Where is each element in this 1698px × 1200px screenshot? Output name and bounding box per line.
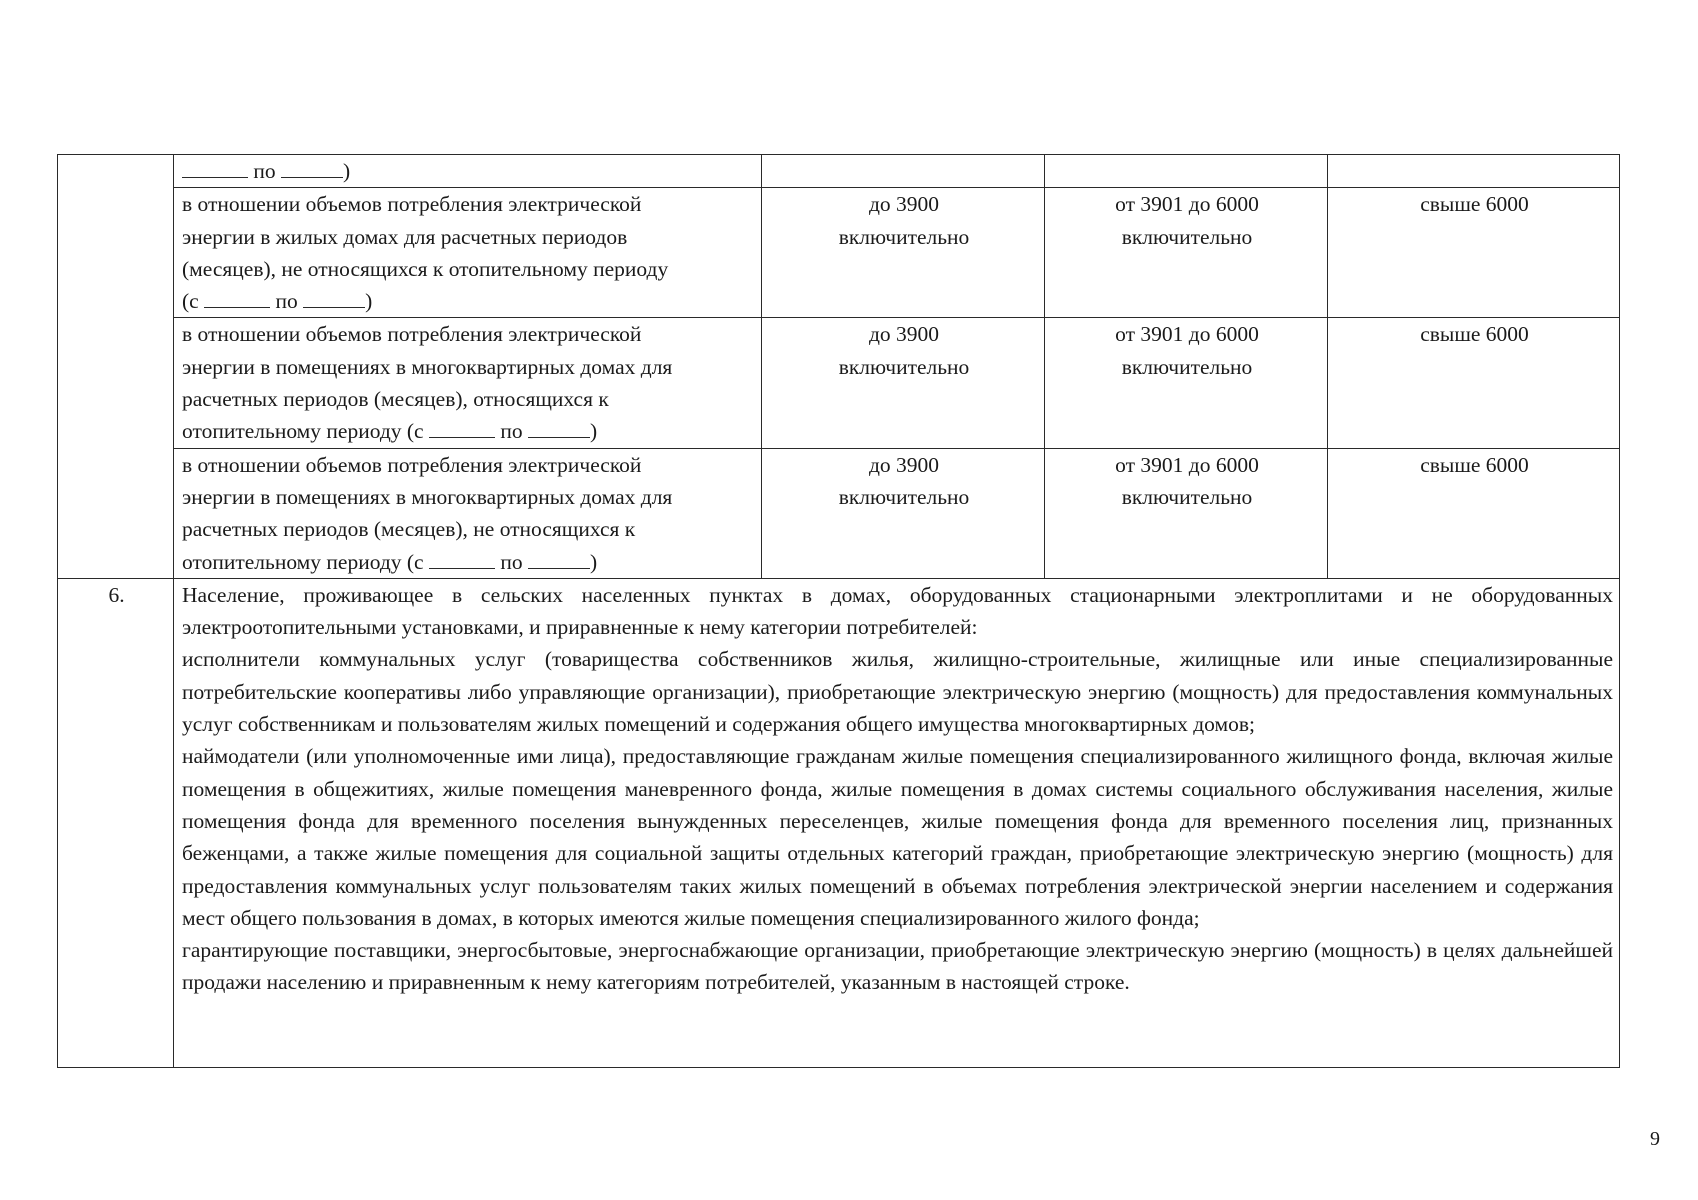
category-paragraph: наймодатели (или уполномоченные ими лица), предоставляющие гражданам жилые помещения специализированного жилищного фонда, включая жилые помещения в общежитиях, жилые помещения маневренного фонда, жилые помещения в домах системы социального обслуживания населения, жилые помещения фонда для временного поселения вынужденных переселенцев, жилые помещения фонда для временного поселения лиц, признанных беженцами, а также жилые помещения для социальной защиты отдельных категорий граждан, приобретающие электрическую энергию (мощность) для предоставления коммунальных услуг пользователям таких жилых помещений в объемах потребления электрической энергии населением и содержания мест общего пользования в домах, в которых имеются жилые помещения специализированного жилого фонда;	[182, 744, 1613, 930]
description-cell	[174, 448, 762, 578]
value-cell-2	[1045, 448, 1328, 578]
description-cell	[174, 318, 762, 448]
desc-tail-close: )	[365, 289, 373, 314]
date-blank-to	[303, 285, 365, 308]
desc-line: энергии в жилых домах для расчетных периодов	[182, 224, 628, 249]
date-blank-to	[528, 415, 590, 438]
desc-tail-open: отопительному периоду (с	[182, 419, 424, 444]
value-cell-1	[762, 155, 1045, 188]
value-range-qualifier: включительно	[1121, 354, 1253, 379]
description-cell	[174, 188, 762, 318]
desc-line-tail	[182, 285, 755, 317]
table-row-continuation	[58, 155, 1620, 188]
desc-tail-close: )	[589, 549, 598, 574]
desc-line: в отношении объемов потребления электрической	[182, 192, 642, 217]
number-cell	[58, 155, 174, 188]
desc-po-text: по	[253, 159, 276, 183]
date-blank-from	[204, 285, 270, 308]
number-cell	[58, 318, 174, 448]
value-cell-3	[1328, 155, 1620, 188]
value-cell-1	[762, 188, 1045, 318]
date-blank-to	[281, 155, 343, 178]
value-range-text: от 3901 до 6000	[1115, 452, 1259, 477]
value-cell-3	[1328, 188, 1620, 318]
desc-tail-open: отопительному периоду (с	[182, 549, 424, 574]
value-cell-2	[1045, 188, 1328, 318]
value-cell-1	[762, 318, 1045, 448]
value-cell-3	[1328, 448, 1620, 578]
value-cell-3	[1328, 318, 1620, 448]
value-range-text: до 3900	[868, 192, 940, 217]
page-number: 9	[1650, 1128, 1660, 1150]
value-range-qualifier: включительно	[838, 484, 970, 509]
value-range-qualifier: включительно	[1121, 484, 1253, 509]
description-cell	[174, 155, 762, 188]
value-range-text: до 3900	[868, 322, 940, 347]
category-paragraph: Население, проживающее в сельских населенных пунктах в домах, оборудованных стационарными электроплитами и не оборудованных электроотопительными установками, и приравненные к нему категории потребителей:	[182, 582, 1613, 640]
category-paragraph: исполнители коммунальных услуг (товарищества собственников жилья, жилищно-строительные, жилищные или иные специализированные потребительские кооперативы либо управляющие организации), приобретающие электрическую энергию (мощность) для предоставления коммунальных услуг собственникам и пользователям жилых помещений и содержания общего имущества многоквартирных домов;	[182, 647, 1613, 737]
row-number-cell: 6.	[58, 578, 174, 1067]
value-range-qualifier: включительно	[1121, 224, 1253, 249]
value-range-text: свыше 6000	[1420, 452, 1529, 477]
desc-line: энергии в помещениях в многоквартирных домах для	[182, 484, 673, 509]
desc-line: в отношении объемов потребления электрической	[182, 322, 642, 347]
table-row	[58, 448, 1620, 578]
date-blank-from	[182, 155, 248, 178]
value-range-qualifier: включительно	[838, 354, 970, 379]
table-row	[58, 188, 1620, 318]
value-range-qualifier: включительно	[838, 224, 970, 249]
desc-line: в отношении объемов потребления электрической	[182, 452, 642, 477]
value-cell-2	[1045, 318, 1328, 448]
tariff-table	[57, 154, 1620, 1068]
desc-tail-po: по	[500, 419, 523, 444]
number-cell	[58, 188, 174, 318]
desc-tail-open: (с	[182, 289, 199, 314]
desc-line: расчетных периодов (месяцев), относящихся к	[182, 387, 609, 412]
category-description-cell	[174, 578, 1620, 1067]
value-range-text: от 3901 до 6000	[1115, 322, 1259, 347]
desc-line-tail	[182, 415, 755, 447]
value-range-text: до 3900	[868, 452, 940, 477]
date-blank-from	[429, 415, 495, 438]
value-range-text: свыше 6000	[1420, 192, 1529, 217]
table-row-6	[58, 578, 1620, 1067]
desc-line: энергии в помещениях в многоквартирных домах для	[182, 354, 673, 379]
date-blank-from	[429, 546, 495, 569]
desc-line: расчетных периодов (месяцев), не относящихся к	[182, 517, 636, 542]
category-paragraph: гарантирующие поставщики, энергосбытовые, энергоснабжающие организации, приобретающие электрическую энергию (мощность) в целях дальнейшей продажи населению и приравненным к нему категориям потребителей, указанным в настоящей строке.	[182, 938, 1613, 995]
desc-line-tail	[182, 546, 755, 578]
value-range-text: от 3901 до 6000	[1115, 192, 1259, 217]
value-cell-1	[762, 448, 1045, 578]
desc-close-text: )	[343, 159, 351, 183]
value-cell-2	[1045, 155, 1328, 188]
desc-tail-po: по	[275, 289, 298, 314]
number-cell	[58, 448, 174, 578]
table-row	[58, 318, 1620, 448]
date-blank-to	[528, 546, 590, 569]
desc-line: (месяцев), не относящихся к отопительному периоду	[182, 256, 669, 281]
value-range-text: свыше 6000	[1420, 322, 1529, 347]
desc-tail-po: по	[500, 549, 523, 574]
desc-tail-close: )	[589, 419, 598, 444]
